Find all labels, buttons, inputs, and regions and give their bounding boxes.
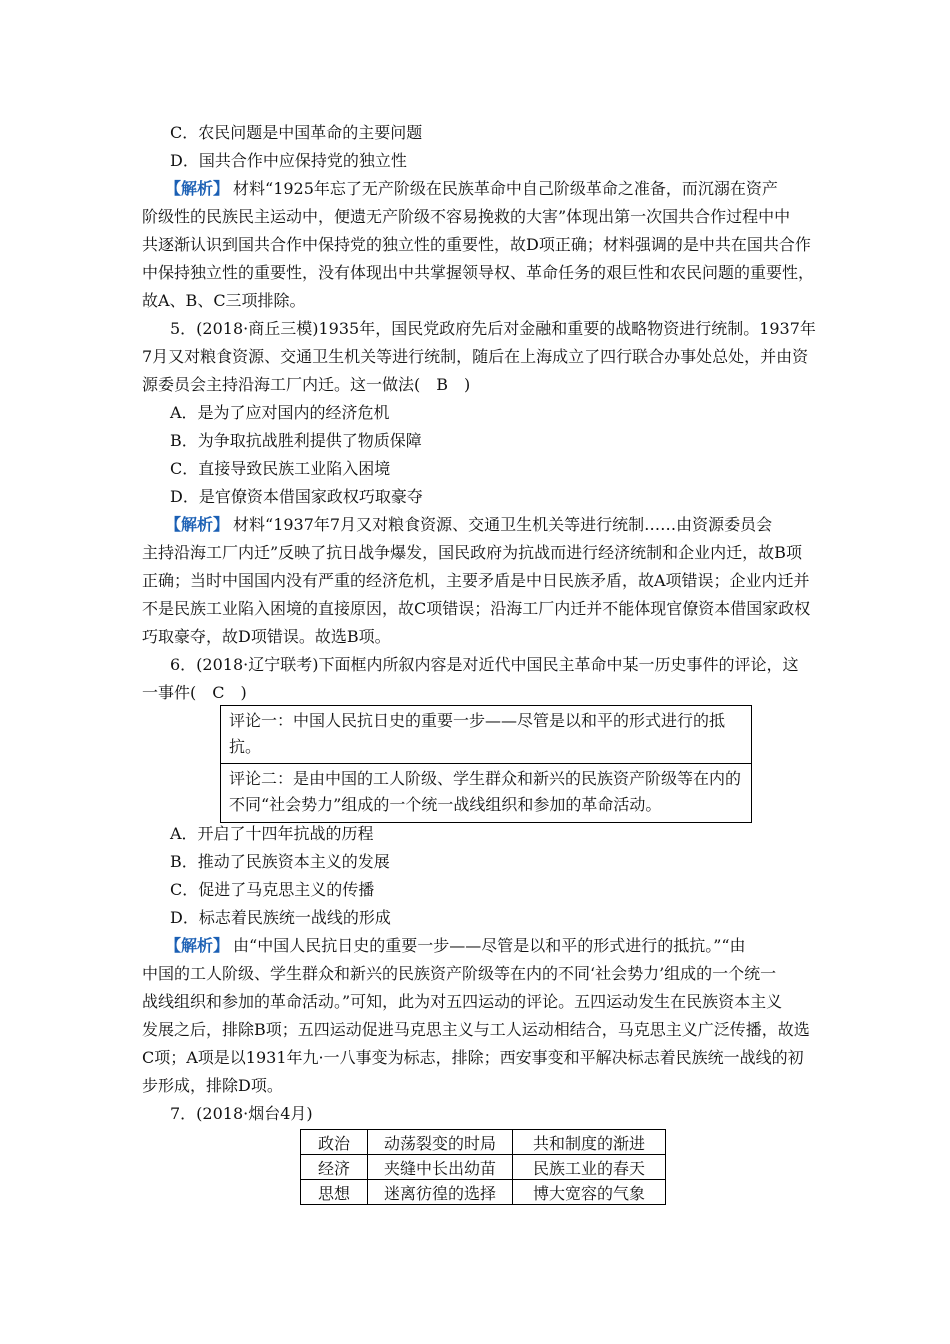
q4-analysis-line-4: 中保持独立性的重要性，没有体现出中共掌握领导权、革命任务的艰巨性和农民问题的重要性， <box>142 263 815 282</box>
q5-analysis-line-5: 巧取豪夺，故D项错误。故选B项。 <box>142 627 391 646</box>
table-row <box>301 1130 666 1155</box>
q6-analysis-line-1: 【解析】 由“中国人民抗日史的重要一步——尽管是以和平的形式进行的抵抗。”“由 <box>165 936 746 955</box>
q6-option-b: B．推动了民族资本主义的发展 <box>170 852 390 871</box>
q4-analysis-line-2: 阶级性的民族民主运动中，便遗无产阶级不容易挽救的大害”体现出第一次国共合作过程中中 <box>142 207 791 226</box>
q5-analysis-line-2: 主持沿海工厂内迁”反映了抗日战争爆发，国民政府为抗战而进行经济统制和企业内迁，故B项 <box>142 543 802 562</box>
table-cell: 迷离彷徨的选择 <box>368 1180 513 1205</box>
q6-comment-1: 评论一：中国人民抗日史的重要一步——尽管是以和平的形式进行的抵抗。 <box>221 706 751 764</box>
q5-stem-line-2: 7月又对粮食资源、交通卫生机关等进行统制，随后在上海成立了四行联合办事处总处，并由资 <box>142 347 809 366</box>
table-cell: 动荡裂变的时局 <box>368 1130 513 1155</box>
q4-analysis-line-5: 故A、B、C三项排除。 <box>142 291 306 310</box>
table-row <box>301 1155 666 1180</box>
table-cell: 民族工业的春天 <box>513 1155 666 1180</box>
table-cell: 夹缝中长出幼苗 <box>368 1155 513 1180</box>
q5-analysis-line-3: 正确；当时中国国内没有严重的经济危机，主要矛盾是中日民族矛盾，故A项错误；企业内迁并 <box>142 571 810 590</box>
q6-option-c: C．促进了马克思主义的传播 <box>170 880 375 899</box>
q5-option-d: D．是官僚资本借国家政权巧取豪夺 <box>170 487 423 506</box>
q5-option-a: A．是为了应对国内的经济危机 <box>170 403 390 422</box>
table-cell: 思想 <box>301 1180 368 1205</box>
q5-stem-line-1: 5．(2018·商丘三模)1935年，国民党政府先后对金融和重要的战略物资进行统制。1937年 <box>170 319 816 338</box>
q6-comment-2: 评论二：是由中国的工人阶级、学生群众和新兴的民族资产阶级等在内的不同“社会势力”组成的一个统一战线组织和参加的革命活动。 <box>229 769 742 814</box>
q7-table <box>300 1129 666 1205</box>
q5-option-c: C．直接导致民族工业陷入困境 <box>170 459 391 478</box>
q6-option-a: A．开启了十四年抗战的历程 <box>170 824 374 843</box>
q4-option-d: D．国共合作中应保持党的独立性 <box>170 151 407 170</box>
table-cell: 政治 <box>301 1130 368 1155</box>
q6-comment-box <box>220 705 752 823</box>
analysis-tag: 【解析】 <box>165 515 230 534</box>
q7-stem: 7．(2018·烟台4月) <box>170 1104 313 1123</box>
q6-stem-line-1: 6．(2018·辽宁联考)下面框内所叙内容是对近代中国民主革命中某一历史事件的评论，这 <box>170 655 799 674</box>
q5-option-b: B．为争取抗战胜利提供了物质保障 <box>170 431 422 450</box>
table-cell: 博大宽容的气象 <box>513 1180 666 1205</box>
q5-analysis-line-1: 【解析】 材料“1937年7月又对粮食资源、交通卫生机关等进行统制……由资源委员会 <box>165 515 773 534</box>
table-cell: 经济 <box>301 1155 368 1180</box>
q6-stem-line-2: 一事件( C ) <box>142 683 247 702</box>
table-row <box>301 1180 666 1205</box>
q6-analysis-line-5: C项；A项是以1931年九·一八事变为标志，排除；西安事变和平解决标志着民族统一战线的初 <box>142 1048 804 1067</box>
table-cell: 共和制度的渐进 <box>513 1130 666 1155</box>
q6-analysis-line-3: 战线组织和参加的革命活动。”可知，此为对五四运动的评论。五四运动发生在民族资本主义 <box>142 992 783 1011</box>
analysis-tag: 【解析】 <box>165 179 230 198</box>
q5-analysis-line-4: 不是民族工业陷入困境的直接原因，故C项错误；沿海工厂内迁并不能体现官僚资本借国家政权 <box>142 599 811 618</box>
q6-analysis-line-6: 步形成，排除D项。 <box>142 1076 283 1095</box>
q6-analysis-line-2: 中国的工人阶级、学生群众和新兴的民族资产阶级等在内的不同‘社会势力’组成的一个统一 <box>142 964 777 983</box>
q4-analysis-line-3: 共逐渐认识到国共合作中保持党的独立性的重要性，故D项正确；材料强调的是中共在国共合作 <box>142 235 811 254</box>
analysis-tag: 【解析】 <box>165 936 230 955</box>
q4-analysis-line-1: 【解析】 材料“1925年忘了无产阶级在民族革命中自己阶级革命之准备，而沉溺在资产 <box>165 179 778 198</box>
q5-stem-line-3: 源委员会主持沿海工厂内迁。这一做法( B ) <box>142 375 471 394</box>
q4-option-c: C．农民问题是中国革命的主要问题 <box>170 123 423 142</box>
q6-analysis-line-4: 发展之后，排除B项；五四运动促进马克思主义与工人运动相结合，马克思主义广泛传播，故选 <box>142 1020 810 1039</box>
q6-option-d: D．标志着民族统一战线的形成 <box>170 908 391 927</box>
